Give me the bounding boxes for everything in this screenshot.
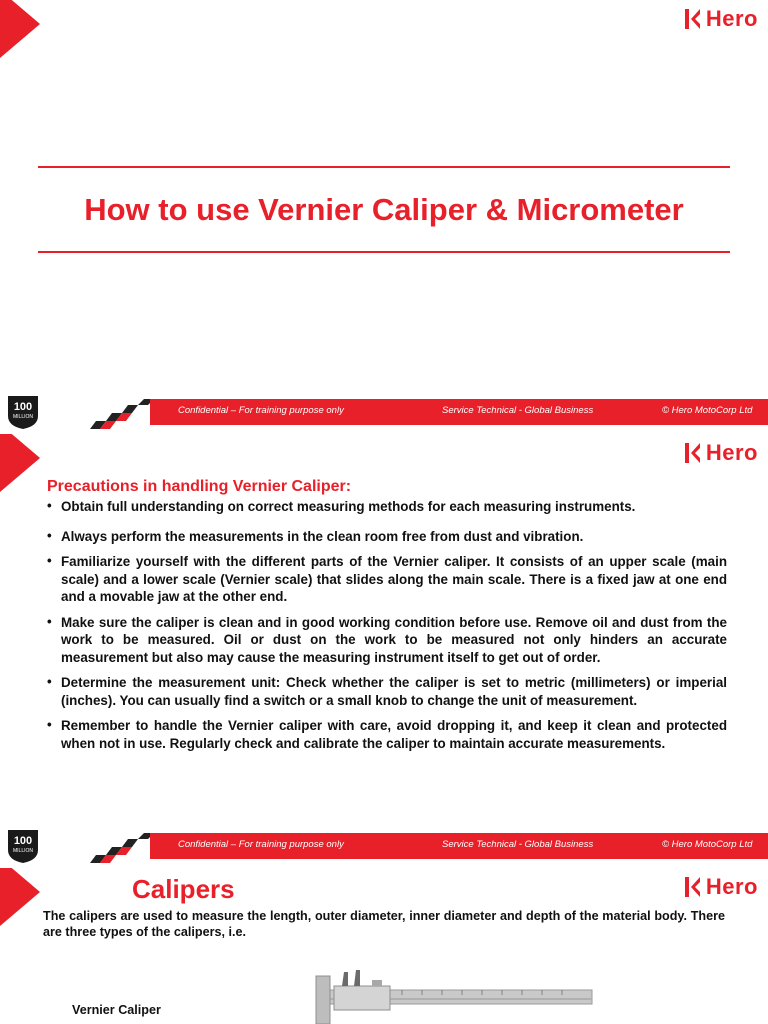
hero-logo-icon	[684, 875, 702, 899]
svg-text:100: 100	[13, 401, 33, 413]
slide-title	[0, 0, 768, 434]
slide-precautions	[0, 434, 768, 868]
hero-logo	[684, 874, 758, 900]
title-rule-top	[38, 166, 730, 168]
list-item: • Obtain full understanding on correct measuring methods for each measuring instruments.	[45, 498, 727, 516]
svg-text:MILLION: MILLION	[12, 414, 34, 420]
100-million-badge-icon	[4, 828, 42, 864]
title-rule-bottom	[38, 251, 730, 253]
slide-calipers	[0, 868, 768, 1024]
footer-confidential: Confidential – For training purpose only	[178, 839, 344, 850]
hero-logo-icon	[684, 7, 702, 31]
hero-logo	[684, 440, 758, 466]
footer-department: Service Technical - Global Business	[442, 405, 594, 416]
svg-text:MILLION: MILLION	[12, 848, 34, 854]
list-item: • Determine the measurement unit: Check whether the caliper is set to metric (millimeters) or imperial (inches). You can usually find a switch or a small knob to change the unit of measurement.	[45, 674, 727, 709]
slide-footer	[0, 826, 768, 868]
hero-logo-text: Hero	[705, 874, 758, 899]
footer-copyright: © Hero MotoCorp Ltd	[662, 839, 753, 850]
footer-department: Service Technical - Global Business	[442, 839, 594, 850]
list-item: • Always perform the measurements in the clean room free from dust and vibration.	[45, 528, 727, 546]
list-item: • Make sure the caliper is clean and in good working condition before use. Remove oil and dust from the work to be measured. Oil or dust on the work to be measured not only hinders an accurate measurement but also may cause the measuring instrument itself to get out of order.	[45, 614, 727, 667]
hero-logo-text: Hero	[705, 440, 758, 465]
precautions-list	[45, 498, 727, 760]
page-title: How to use Vernier Caliper & Micrometer	[84, 192, 684, 227]
calipers-description: The calipers are used to measure the length, outer diameter, inner diameter and depth of the material body. There are three types of the calipers, i.e.	[43, 909, 725, 939]
hero-logo-icon	[684, 441, 702, 465]
hero-logo	[684, 6, 758, 32]
footer-copyright: © Hero MotoCorp Ltd	[662, 405, 753, 416]
vernier-caliper-image	[312, 968, 596, 1024]
hero-logo-text: Hero	[705, 6, 758, 31]
vernier-caliper-label: Vernier Caliper	[72, 1003, 161, 1017]
footer-confidential: Confidential – For training purpose only	[178, 405, 344, 416]
list-item: • Familiarize yourself with the different parts of the Vernier caliper. It consists of an upper scale (main scale) and a lower scale (Vernier scale) that slides along the main scale. There is a fixed jaw at one end and a movable jaw at the other end.	[45, 553, 727, 606]
100-million-badge-icon	[4, 394, 42, 430]
svg-text:100: 100	[13, 835, 33, 847]
section-heading: Precautions in handling Vernier Caliper:	[47, 478, 352, 495]
section-title: Calipers	[132, 874, 235, 904]
slide-footer	[0, 392, 768, 434]
list-item: • Remember to handle the Vernier caliper with care, avoid dropping it, and keep it clean and protected when not in use. Regularly check and calibrate the caliper to maintain accurate measurements.	[45, 717, 727, 752]
